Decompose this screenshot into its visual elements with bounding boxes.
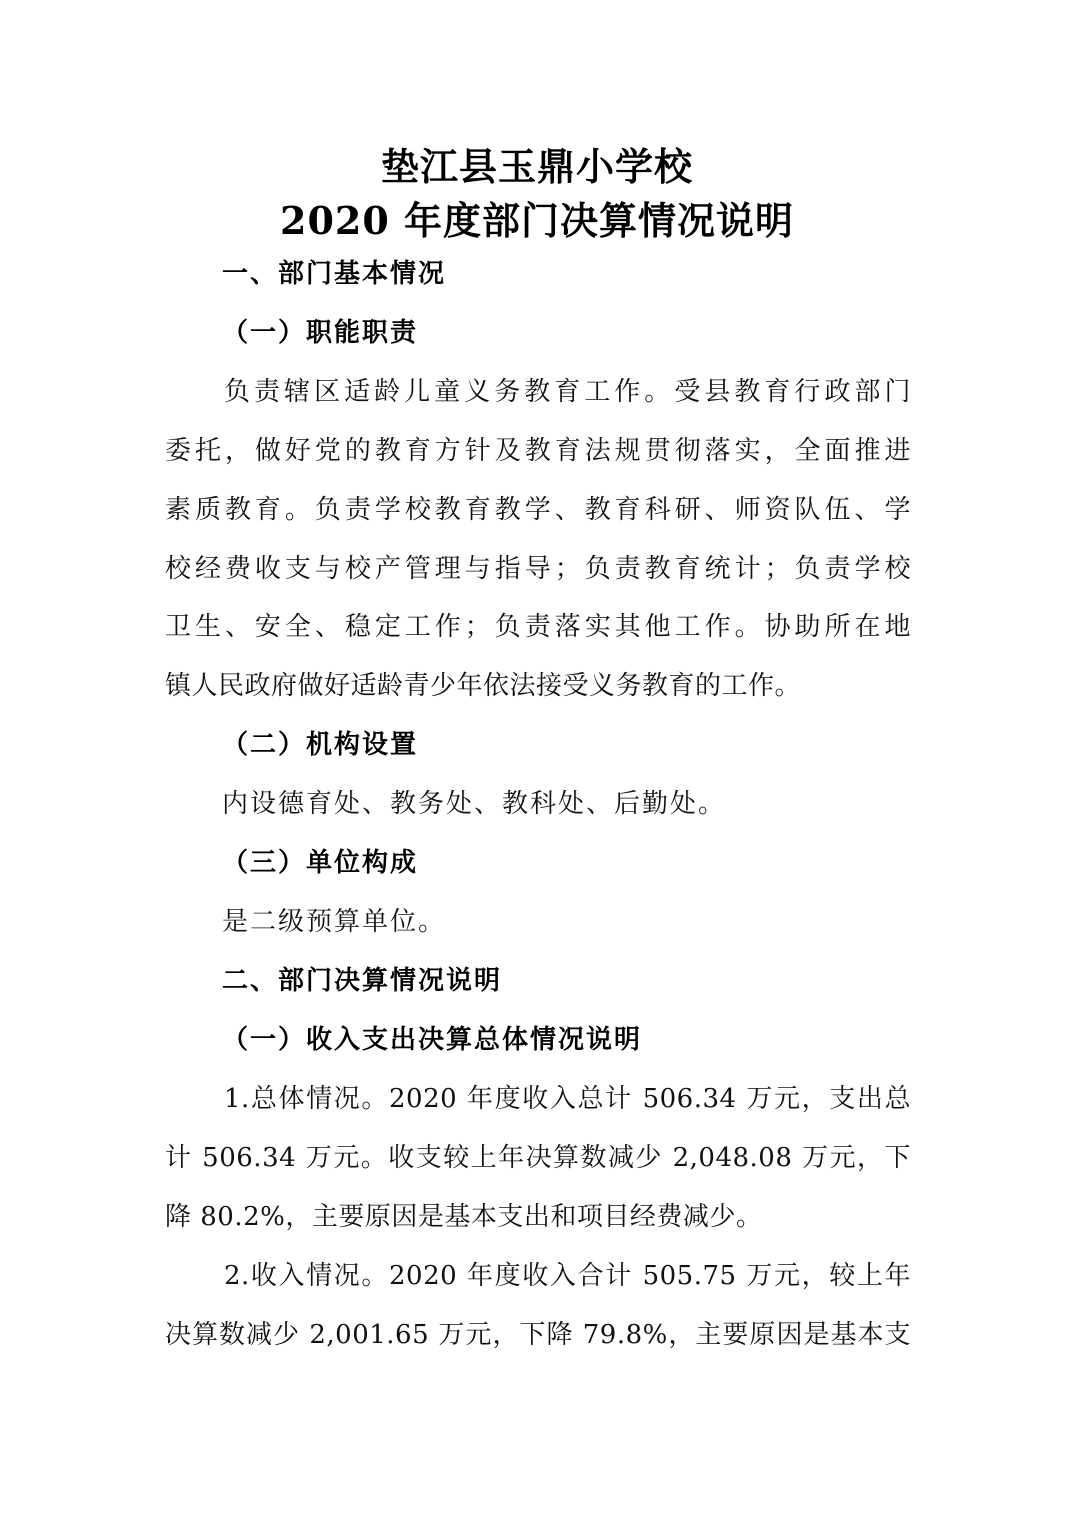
- section2-sub1-heading: （一）收入支出决算总体情况说明: [222, 1025, 643, 1055]
- sub2-text: 内设德育处、教务处、教科处、后勤处。: [222, 789, 727, 819]
- section1-sub3-heading: （三）单位构成: [222, 848, 419, 878]
- section1-sub2-heading: （二）机构设置: [222, 730, 419, 760]
- section2-heading: 二、部门决算情况说明: [222, 966, 503, 996]
- paragraph-line: 降 80.2%，主要原因是基本支出和项目经费减少。: [165, 1202, 763, 1232]
- paragraph-line: 素质教育。负责学校教育教学、教育科研、师资队伍、学: [165, 495, 911, 525]
- document-title-line2: 2020 年度部门决算情况说明: [280, 198, 794, 243]
- sub3-text: 是二级预算单位。: [222, 907, 447, 937]
- document-title-line1: 垫江县玉鼎小学校: [380, 144, 693, 189]
- section1-sub1-heading: （一）职能职责: [222, 318, 419, 348]
- paragraph-line: 1.总体情况。2020 年度收入总计 506.34 万元，支出总: [224, 1084, 911, 1114]
- paragraph-line: 镇人民政府做好适龄青少年依法接受义务教育的工作。: [165, 671, 802, 701]
- paragraph-line: 负责辖区适龄儿童义务教育工作。受县教育行政部门: [224, 377, 911, 407]
- paragraph-line: 卫生、安全、稳定工作；负责落实其他工作。协助所在地: [165, 612, 911, 642]
- paragraph-line: 决算数减少 2,001.65 万元，下降 79.8%，主要原因是基本支: [165, 1320, 911, 1350]
- paragraph-line: 2.收入情况。2020 年度收入合计 505.75 万元，较上年: [224, 1261, 911, 1291]
- paragraph-line: 委托，做好党的教育方针及教育法规贯彻落实，全面推进: [165, 436, 911, 466]
- paragraph-line: 计 506.34 万元。收支较上年决算数减少 2,048.08 万元，下: [165, 1143, 911, 1173]
- section1-heading: 一、部门基本情况: [222, 259, 447, 289]
- paragraph-line: 校经费收支与校产管理与指导；负责教育统计；负责学校: [165, 554, 911, 584]
